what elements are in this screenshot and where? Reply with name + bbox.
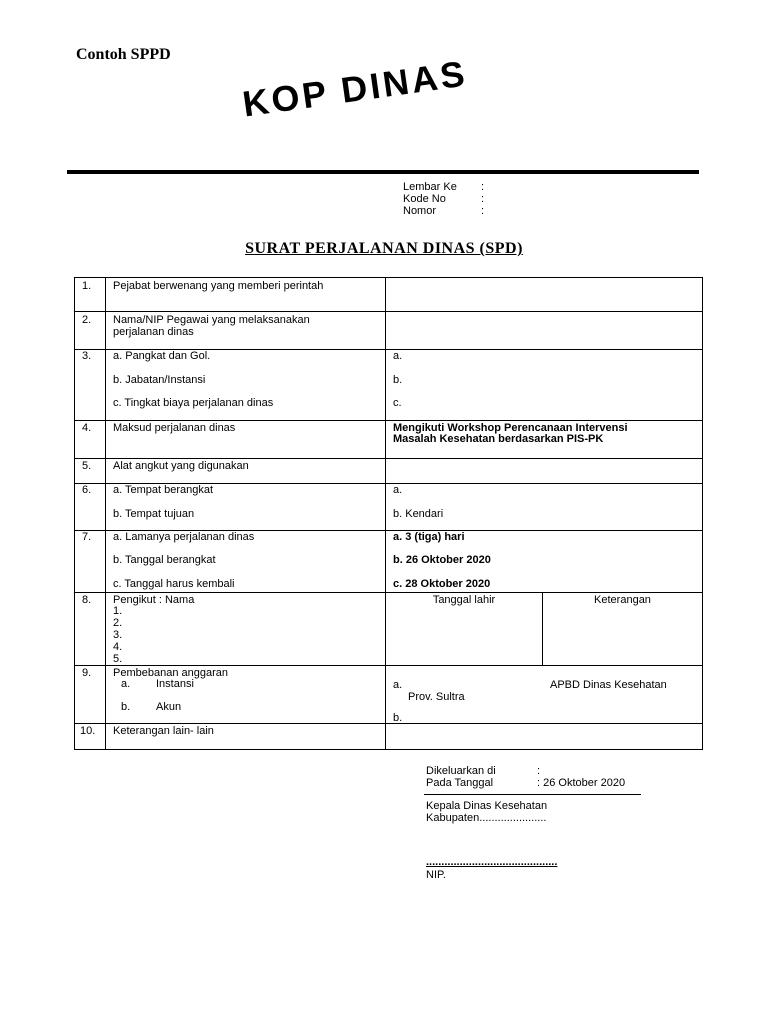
table-row xyxy=(75,459,703,484)
item-text: Akun xyxy=(156,701,182,713)
row-value[interactable] xyxy=(386,531,702,592)
row-number: 5. xyxy=(82,460,92,472)
row-number: 10. xyxy=(80,725,96,737)
follower-item: 5. xyxy=(113,653,123,665)
row-label: c. Tanggal harus kembali xyxy=(113,578,235,590)
value-a: a. xyxy=(393,679,403,691)
nip-label: NIP. xyxy=(426,869,446,881)
row-label: b. Jabatan/Instansi xyxy=(113,374,206,386)
row-label: c. Tingkat biaya perjalanan dinas xyxy=(113,397,274,409)
table-row xyxy=(75,666,703,724)
position-line-2: Kabupaten...................... xyxy=(426,812,547,824)
row-label: b. Tempat tujuan xyxy=(113,508,195,520)
row-label: Keterangan lain- lain xyxy=(113,725,214,737)
value-a-right: APBD Dinas Kesehatan xyxy=(550,679,667,691)
table-row xyxy=(75,278,703,312)
meta-label: Nomor xyxy=(403,205,437,217)
row-value[interactable] xyxy=(386,350,702,420)
notes-column[interactable] xyxy=(543,593,702,665)
row-value[interactable] xyxy=(386,421,702,458)
document-title: SURAT PERJALANAN DINAS (SPD) xyxy=(245,240,523,257)
meta-row-nomor xyxy=(403,205,523,217)
row-number: 8. xyxy=(82,594,92,606)
row-label: a. Pangkat dan Gol. xyxy=(113,350,211,362)
row-value[interactable] xyxy=(386,312,702,349)
follower-item: 1. xyxy=(113,605,123,617)
item-text: Instansi xyxy=(156,678,194,690)
row-label: Pengikut : Nama xyxy=(113,594,195,606)
table-row xyxy=(75,421,703,459)
row-value[interactable] xyxy=(386,278,702,311)
row-label: Alat angkut yang digunakan xyxy=(113,460,249,472)
row-number: 3. xyxy=(82,350,92,362)
value-b: b. xyxy=(393,374,403,386)
value-a: a. xyxy=(393,350,403,362)
position-line-1: Kepala Dinas Kesehatan xyxy=(426,800,548,812)
purpose-line-2: Masalah Kesehatan berdasarkan PIS-PK xyxy=(393,433,604,445)
row-number: 4. xyxy=(82,422,92,434)
row-label: Maksud perjalanan dinas xyxy=(113,422,236,434)
kop-dinas-heading: KOP DINAS xyxy=(240,52,470,125)
issued-at-sep: : xyxy=(537,765,541,777)
row-value[interactable] xyxy=(386,459,702,483)
row-label: b. Tanggal berangkat xyxy=(113,554,216,566)
row-number: 2. xyxy=(82,314,92,326)
row-label: perjalanan dinas xyxy=(113,326,194,338)
signature-divider xyxy=(424,794,641,795)
birth-date-column[interactable] xyxy=(386,593,542,665)
meta-sep: : xyxy=(481,193,485,205)
row-value[interactable] xyxy=(386,666,702,723)
value-b: b. xyxy=(393,712,403,724)
column-header: Tanggal lahir xyxy=(432,594,496,606)
table-row xyxy=(75,724,703,750)
value-a-cont: Prov. Sultra xyxy=(408,691,465,703)
document-header-label: Contoh SPPD xyxy=(76,46,171,63)
purpose-line-1: Mengikuti Workshop Perencanaan Intervensi xyxy=(393,422,628,434)
header-divider xyxy=(67,170,699,174)
value-b: b. 26 Oktober 2020 xyxy=(393,554,491,566)
spd-table xyxy=(74,277,703,750)
row-number: 6. xyxy=(82,484,92,496)
row-value[interactable] xyxy=(386,484,702,530)
column-header: Keterangan xyxy=(594,594,651,606)
table-row xyxy=(75,484,703,531)
value-c: c. xyxy=(393,397,402,409)
follower-item: 4. xyxy=(113,641,123,653)
issued-at-label: Dikeluarkan di xyxy=(426,765,496,777)
date-label: Pada Tanggal xyxy=(426,777,494,789)
table-row xyxy=(75,593,703,666)
meta-row-lembar xyxy=(403,181,523,193)
follower-item: 2. xyxy=(113,617,123,629)
row-number: 9. xyxy=(82,667,92,679)
table-row xyxy=(75,312,703,350)
meta-label: Kode No xyxy=(403,193,446,205)
row-label: Pembebanan anggaran xyxy=(113,667,228,679)
row-number: 1. xyxy=(82,280,92,292)
item-letter: a. xyxy=(121,678,131,690)
row-number: 7. xyxy=(82,531,92,543)
row-value[interactable] xyxy=(386,724,702,749)
row-label: a. Tempat berangkat xyxy=(113,484,214,496)
value-b: b. Kendari xyxy=(393,508,444,520)
meta-sep: : xyxy=(481,181,485,193)
value-a: a. 3 (tiga) hari xyxy=(393,531,465,543)
value-c: c. 28 Oktober 2020 xyxy=(393,578,491,590)
row-label: Nama/NIP Pegawai yang melaksanakan xyxy=(113,314,310,326)
row-label: a. Lamanya perjalanan dinas xyxy=(113,531,255,543)
follower-item: 3. xyxy=(113,629,123,641)
meta-label: Lembar Ke xyxy=(403,181,457,193)
item-letter: b. xyxy=(121,701,131,713)
date-value: : 26 Oktober 2020 xyxy=(537,777,626,789)
table-row xyxy=(75,350,703,421)
table-row xyxy=(75,531,703,593)
signatory-name-line: ........................................... xyxy=(426,856,558,868)
row-label: Pejabat berwenang yang memberi perintah xyxy=(113,280,324,292)
meta-row-kode xyxy=(403,193,523,205)
value-a: a. xyxy=(393,484,403,496)
meta-block xyxy=(403,181,523,217)
meta-sep: : xyxy=(481,205,485,217)
